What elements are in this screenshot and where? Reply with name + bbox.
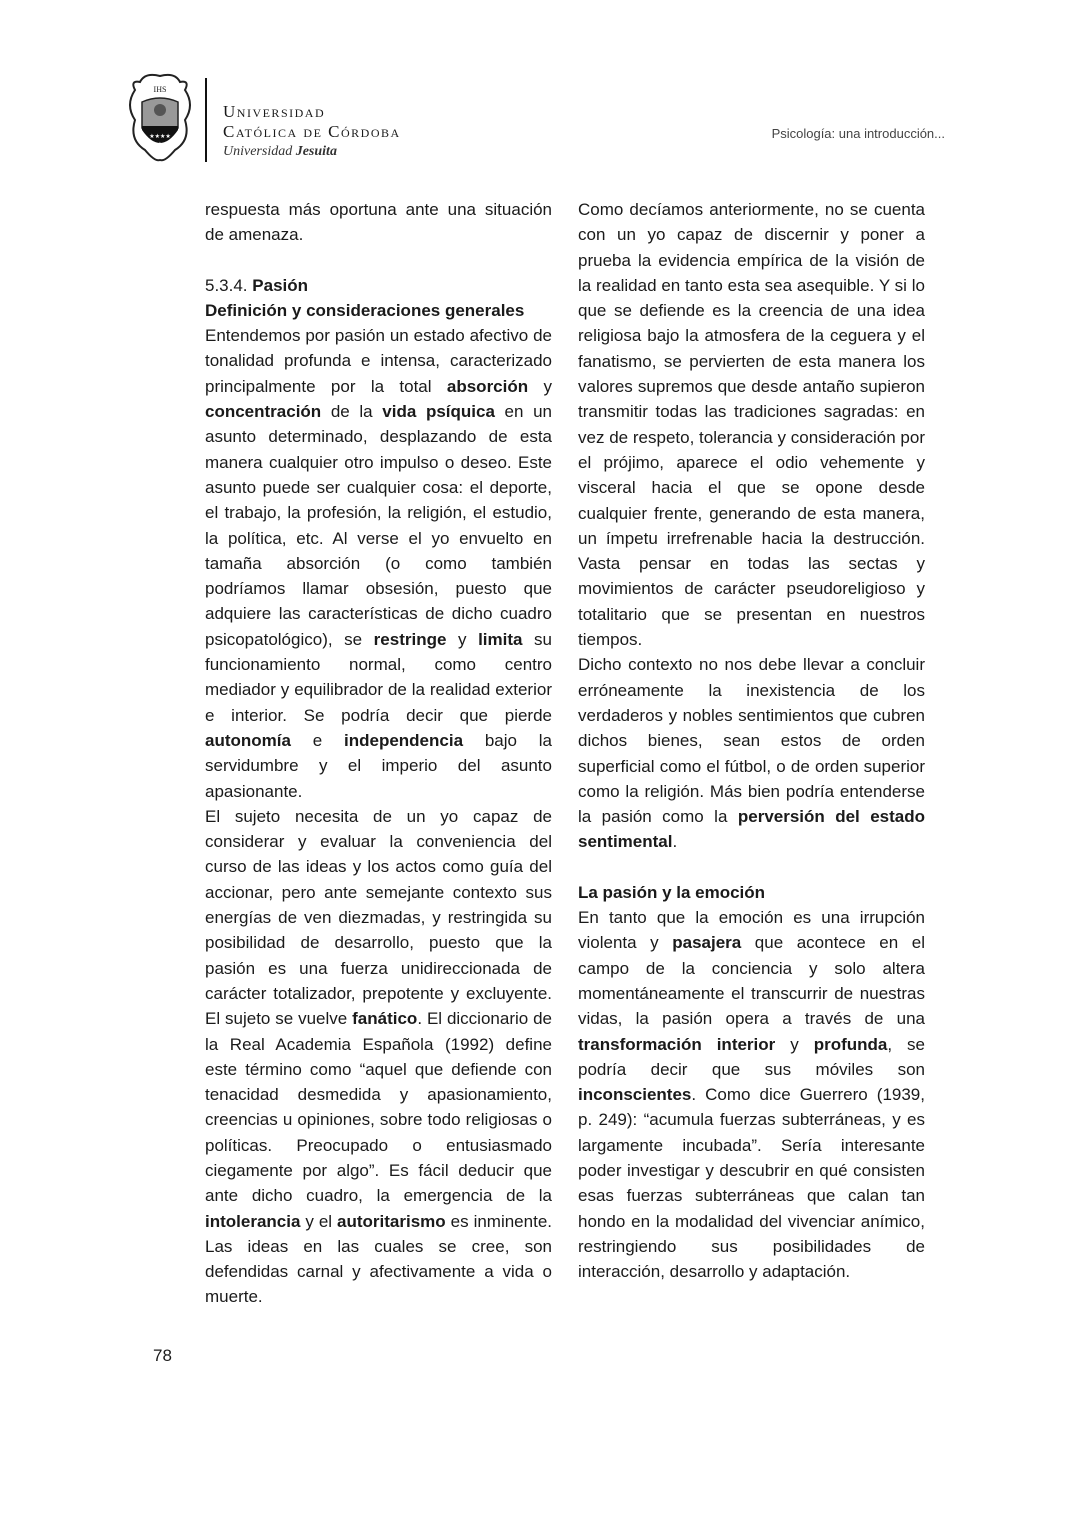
emphasis: fanático	[352, 1009, 418, 1029]
subsection-title: La pasión y la emoción	[578, 882, 766, 902]
emphasis: absorción	[446, 376, 529, 396]
university-name-line2: Católica de Córdoba	[223, 122, 401, 141]
subtitle-regular: Universidad	[223, 144, 293, 159]
emphasis: pasajera	[672, 933, 742, 953]
emphasis: profunda	[813, 1034, 888, 1054]
header-divider	[205, 78, 207, 162]
paragraph: Entendemos por pasión un estado afectivo de tonalidad profunda e intensa, caracterizado principalmente por la total absorción y concentración de la vida psíquica en un asunto determinado, desplazando de esta manera cualquier otro impulso o deseo. Este asunto puede ser cualquier cosa: el deporte, el trabajo, la profesión, la religión, el estudio, la política, etc. Al verse el yo envuelto en tamaña absorción (o como también podríamos llamar obsesión, puesto que adquiere las características de dicho cuadro psicopatológico), se restringe y limita su funcionamiento normal, como centro mediador y equilibrador de la realidad exterior e interior. Se podría decir que pierde autonomía e independencia bajo la servidumbre y el imperio del asunto apasionante.	[205, 326, 553, 801]
subsection-title: Definición y consideraciones generales	[205, 300, 525, 320]
emphasis: inconscientes	[578, 1085, 692, 1105]
university-subtitle	[223, 144, 337, 160]
emphasis: restringe	[373, 629, 447, 649]
svg-text:IHS: IHS	[153, 85, 167, 94]
page-number: 78	[153, 1346, 172, 1365]
section-title: Pasión	[252, 275, 309, 295]
subtitle-bold: Jesuita	[295, 144, 337, 159]
emphasis: transformación interior	[578, 1034, 776, 1054]
emphasis: vida psíquica	[382, 402, 495, 422]
svg-text:★★★★: ★★★★	[149, 134, 171, 140]
emphasis: concentración	[205, 402, 322, 422]
emphasis: autoritarismo	[337, 1211, 446, 1231]
emphasis: intolerancia	[205, 1211, 301, 1231]
emphasis: limita	[478, 629, 523, 649]
university-name-line1: Universidad	[223, 102, 326, 121]
emphasis: perversión del estado sentimental	[578, 807, 925, 852]
right-column	[578, 197, 925, 1284]
running-title: Psicología: una introducción...	[771, 126, 945, 141]
subsection-heading	[578, 880, 925, 905]
section-number: 5.3.4.	[205, 275, 248, 295]
paragraph: El sujeto necesita de un yo capaz de considerar y evaluar la conveniencia del curso de las ideas y los actos como guía del accionar, pero ante semejante contexto sus energías de ven diezmadas, y restringida su posibilidad de desarrollo, puesto que la pasión es una fuerza unidireccionada de carácter totalizador, prepotente y excluyente. El sujeto se vuelve fanático. El diccionario de la Real Academia Española (1992) define este término como “aquel que defiende con tenacidad desmedida y apasionamiento, creencias u opiniones, sobre todo religiosas o políticas. Preocupado o entusiasmado ciegamente por algo”. Es fácil deducir que ante dicho cuadro, la emergencia de la intolerancia y el autoritarismo es inminente. Las ideas en las cuales se cree, son defendidas carnal y afectivamente a vida o muerte.	[205, 806, 553, 1307]
svg-text:★★★: ★★★	[151, 142, 169, 148]
paragraph: Dicho contexto no nos debe llevar a concluir erróneamente la inexistencia de los verdaderos y nobles sentimientos que cubren dichos bienes, sean estos de orden superficial como el fútbol, o de orden superior como la religión. Más bien podría entenderse la pasión como la perversión del estado sentimental.	[578, 655, 925, 852]
emphasis: independencia	[344, 730, 464, 750]
paragraph: respuesta más oportuna ante una situación de amenaza.	[205, 200, 552, 245]
paragraph: Como decíamos anteriormente, no se cuenta con un yo capaz de discernir y poner a prueba la evidencia empírica de la visión de la realidad en tanto esta sea asequible. Y si lo que se defiende es la creencia de una idea religiosa bajo la atmosfera de la ceguera y el fanatismo, se pervierten de esta manera los valores supremos que desde antaño supieron transmitir todas las tradiciones sagradas: en vez de respeto, tolerancia y consideración por el prójimo, aparece el odio vehemente y visceral hacia el que se opone desde cualquier frente, generando de esta manera, un ímpetu irrefrenable hacia la destrucción. Vasta pensar en todas las sectas y movimientos de carácter pseudoreligioso y totalitario que se presentan en nuestros tiempos.	[578, 200, 925, 650]
university-name	[223, 102, 401, 142]
university-crest-icon	[125, 70, 195, 165]
emphasis: autonomía	[205, 730, 291, 750]
subsection-heading	[205, 298, 552, 323]
page-header	[125, 70, 945, 170]
paragraph: En tanto que la emoción es una irrupción violenta y pasajera que acontece en el campo de la conciencia y solo altera momentáneamente el transcurrir de nuestras vidas, la pasión opera a través de una transformación interior y profunda, se podría decir que sus móviles son inconscientes. Como dice Guerrero (1939, p. 249): “acumula fuerzas subterráneas, y es largamente incubada”. Sería interesante poder investigar y descubrir en qué consisten esas fuerzas subterráneas que calan tan hondo en la modalidad del vivenciar anímico, restringiendo sus posibilidades de interacción, desarrollo y adaptación.	[578, 908, 925, 1282]
left-column	[205, 197, 552, 1310]
section-heading	[205, 273, 552, 298]
